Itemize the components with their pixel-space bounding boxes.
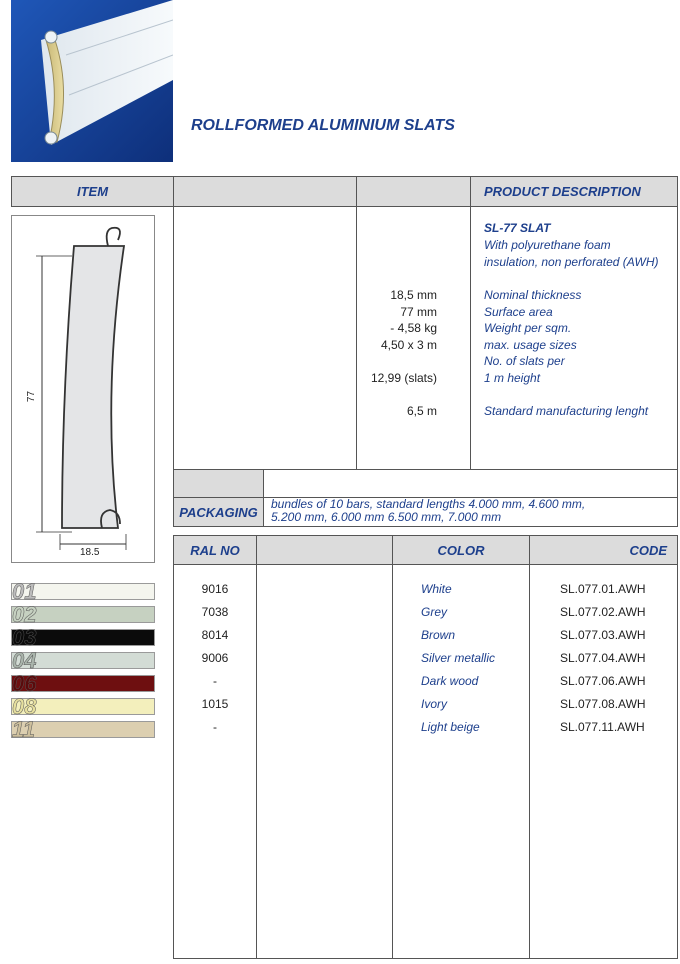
packaging-top-left xyxy=(173,469,264,498)
color-name: White xyxy=(421,582,452,596)
spec-label: max. usage sizes xyxy=(484,337,577,352)
ral-value: 9016 xyxy=(201,582,229,596)
color-name: Light beige xyxy=(421,720,480,734)
product-name: SL-77 SLAT xyxy=(484,221,551,235)
spec-value: 12,99 (slats) xyxy=(370,370,437,385)
header-color: COLOR xyxy=(437,543,485,558)
product-code: SL.077.06.AWH xyxy=(560,674,646,688)
packaging-text: 5.200 mm, 6.000 mm 6.500 mm, 7.000 mm xyxy=(271,510,502,524)
spec-value: 6,5 m xyxy=(406,403,437,418)
ral-value: 8014 xyxy=(201,628,229,642)
product-code: SL.077.08.AWH xyxy=(560,697,646,711)
header-ral-no: RAL NO xyxy=(190,543,240,558)
header-color-cell xyxy=(392,535,530,565)
packaging-label-cell xyxy=(173,497,264,527)
ral-value: 7038 xyxy=(201,605,229,619)
swatch-number: 04 xyxy=(12,648,37,673)
swatch-number: 03 xyxy=(12,625,37,650)
code-column xyxy=(529,564,678,959)
product-code: SL.077.11.AWH xyxy=(560,720,645,734)
spec-description-column xyxy=(470,206,678,470)
swatch-number: 02 xyxy=(12,602,37,627)
height-dimension-label: 77 xyxy=(26,390,38,403)
page-title: ROLLFORMED ALUMINIUM SLATS xyxy=(191,117,455,134)
header-empty-cell-2 xyxy=(356,176,471,207)
spec-label: Weight per sqm. xyxy=(484,321,572,335)
product-description-line: insulation, non perforated (AWH) xyxy=(484,254,659,269)
product-code: SL.077.01.AWH xyxy=(560,582,646,596)
spec-values-column xyxy=(356,206,471,470)
swatch-number: 11 xyxy=(12,717,35,742)
swatch-number: 08 xyxy=(12,694,37,719)
product-description-line: With polyurethane foam xyxy=(484,238,611,252)
swatch-number: 06 xyxy=(12,671,37,696)
product-code: SL.077.03.AWH xyxy=(560,628,646,642)
swatch-number: 01 xyxy=(12,579,37,604)
spec-label: No. of slats per xyxy=(484,354,565,368)
ral-value: 1015 xyxy=(201,697,229,711)
header-code: CODE xyxy=(629,543,667,558)
empty-color-column xyxy=(256,564,393,959)
color-name: Grey xyxy=(421,605,448,619)
spec-value: 77 mm xyxy=(400,304,437,319)
color-name: Dark wood xyxy=(421,674,479,688)
product-photo xyxy=(11,0,173,162)
packaging-text-cell xyxy=(263,497,678,527)
header-item-cell xyxy=(11,176,174,207)
product-code: SL.077.02.AWH xyxy=(560,605,646,619)
spec-value: 4,50 x 3 m xyxy=(380,337,437,352)
header-empty-cell-1 xyxy=(173,176,357,207)
spec-value: - 4,58 kg xyxy=(390,321,437,335)
ral-value: - xyxy=(213,674,217,688)
header-code-cell xyxy=(529,535,678,565)
spec-empty-column xyxy=(173,206,357,470)
ral-column xyxy=(173,564,257,959)
header-product-description: PRODUCT DESCRIPTION xyxy=(484,184,641,199)
color-name: Silver metallic xyxy=(421,651,496,665)
ral-value: - xyxy=(213,720,217,734)
header-description-cell xyxy=(470,176,678,207)
color-name: Brown xyxy=(421,628,456,642)
spec-label: Standard manufacturing lenght xyxy=(484,403,649,418)
width-dimension-label: 18.5 xyxy=(80,547,100,558)
spec-label: 1 m height xyxy=(484,370,541,385)
profile-drawing xyxy=(11,215,155,563)
packaging-label: PACKAGING xyxy=(179,505,258,520)
product-code: SL.077.04.AWH xyxy=(560,651,646,665)
color-column xyxy=(392,564,530,959)
spec-value: 18,5 mm xyxy=(390,288,437,302)
header-item: ITEM xyxy=(76,184,109,199)
spec-label: Nominal thickness xyxy=(484,288,582,302)
packaging-top-right xyxy=(263,469,678,498)
header-ral-cell xyxy=(173,535,257,565)
spec-label: Surface area xyxy=(484,304,553,319)
ral-value: 9006 xyxy=(201,651,229,665)
header-empty-color-cell xyxy=(256,535,393,565)
packaging-text: bundles of 10 bars, standard lengths 4.000 mm, 4.600 mm, xyxy=(271,497,586,511)
color-name: Ivory xyxy=(421,697,448,711)
